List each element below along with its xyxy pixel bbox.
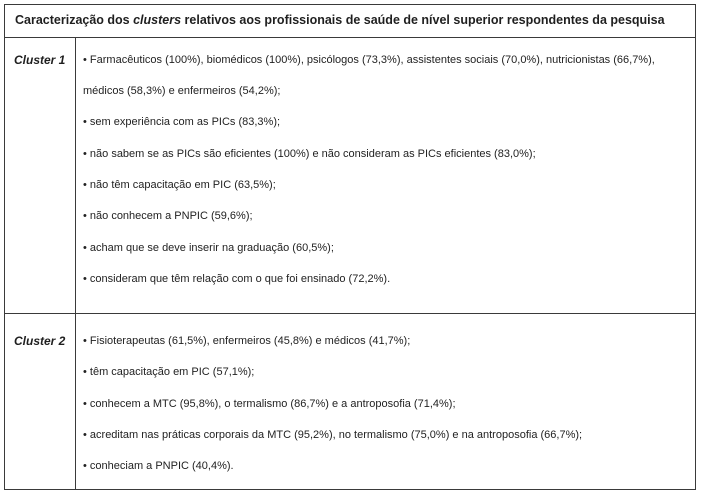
table-title-start: Caracterização dos	[15, 13, 134, 27]
cluster-2-item: • conheciam a PNPIC (40,4%).	[83, 460, 234, 472]
cluster-2-item: • conhecem a MTC (95,8%), o termalismo (86,7%) e a antroposofia (71,4%);	[83, 398, 456, 410]
cluster-1-item: • não têm capacitação em PIC (63,5%);	[83, 179, 276, 191]
cluster-1-item: médicos (58,3%) e enfermeiros (54,2%);	[83, 85, 281, 97]
cluster-2-item: • acreditam nas práticas corporais da MTC (95,2%), no termalismo (75,0%) e na antroposofia (66,7%);	[83, 429, 583, 441]
cluster-1-item: • Farmacêuticos (100%), biomédicos (100%), psicólogos (73,3%), assistentes sociais (70,0%), nutricionistas (66,7%),	[83, 54, 655, 66]
cluster-1-item: • sem experiência com as PICs (83,3%);	[83, 116, 281, 128]
column-divider	[75, 38, 76, 489]
cluster-2-label: Cluster 2	[14, 334, 66, 348]
row-divider	[5, 313, 695, 314]
cluster-1-label: Cluster 1	[14, 53, 66, 67]
cluster-1-item: • acham que se deve inserir na graduação (60,5%);	[83, 242, 334, 254]
cluster-1-item: • consideram que têm relação com o que foi ensinado (72,2%).	[83, 273, 391, 285]
table-title-emphasis: clusters	[133, 13, 182, 27]
cluster-2-item: • têm capacitação em PIC (57,1%);	[83, 366, 255, 378]
cluster-1-item: • não conhecem a PNPIC (59,6%);	[83, 210, 253, 222]
cluster-1-item: • não sabem se as PICs são eficientes (100%) e não consideram as PICs eficientes (83,0%);	[83, 148, 536, 160]
cluster-2-item: • Fisioterapeutas (61,5%), enfermeiros (45,8%) e médicos (41,7%);	[83, 335, 411, 347]
table-title	[5, 5, 695, 38]
table-title-end: relativos aos profissionais de saúde de nível superior respondentes da pesquisa	[181, 13, 665, 27]
characterization-table	[4, 4, 696, 490]
